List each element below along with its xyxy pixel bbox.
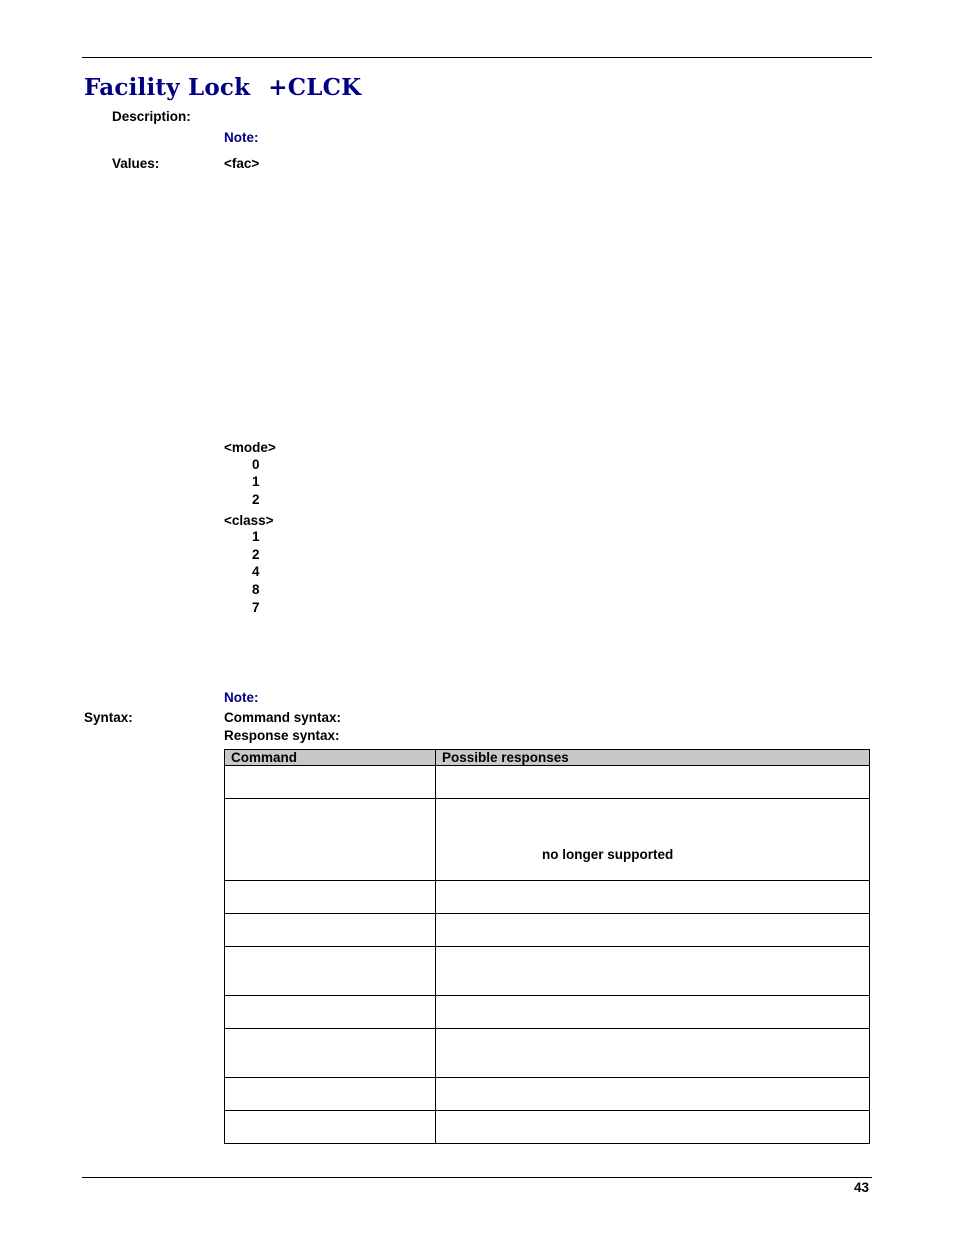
no-longer-supported-text: no longer supported bbox=[542, 847, 674, 862]
response-syntax-label: Response syntax: bbox=[224, 728, 340, 743]
fac-param: <fac> bbox=[224, 156, 260, 171]
mode-param: <mode> bbox=[224, 440, 276, 455]
table-row bbox=[225, 1029, 870, 1078]
syntax-table bbox=[224, 749, 870, 1144]
mode-value-2: 2 bbox=[252, 492, 260, 507]
class-value-8: 8 bbox=[252, 582, 260, 597]
class-value-2: 2 bbox=[252, 547, 260, 562]
bottom-rule bbox=[82, 1177, 872, 1178]
table-row bbox=[225, 914, 870, 947]
class-value-7: 7 bbox=[252, 600, 260, 615]
command-syntax-label: Command syntax: bbox=[224, 710, 342, 725]
header-possible-responses: Possible responses bbox=[436, 750, 870, 766]
syntax-label: Syntax: bbox=[84, 710, 133, 725]
page-title bbox=[84, 74, 361, 101]
title-command: +CLCK bbox=[268, 74, 362, 101]
class-value-4: 4 bbox=[252, 564, 260, 579]
class-param: <class> bbox=[224, 513, 274, 528]
table-row bbox=[225, 1111, 870, 1144]
title-text: Facility Lock bbox=[84, 74, 251, 101]
note-label-1: Note: bbox=[224, 130, 259, 145]
description-label: Description: bbox=[112, 109, 191, 124]
mode-value-1: 1 bbox=[252, 474, 260, 489]
table-row bbox=[225, 766, 870, 799]
table-header-row bbox=[225, 750, 870, 766]
mode-value-0: 0 bbox=[252, 457, 260, 472]
header-command: Command bbox=[225, 750, 436, 766]
table-row bbox=[225, 947, 870, 996]
class-value-1: 1 bbox=[252, 529, 260, 544]
table-row bbox=[225, 1078, 870, 1111]
note-label-2: Note: bbox=[224, 690, 259, 705]
table-row bbox=[225, 996, 870, 1029]
top-rule bbox=[82, 57, 872, 58]
page-number: 43 bbox=[854, 1180, 870, 1195]
table-row bbox=[225, 881, 870, 914]
values-label: Values: bbox=[112, 156, 160, 171]
table-row bbox=[225, 799, 870, 881]
